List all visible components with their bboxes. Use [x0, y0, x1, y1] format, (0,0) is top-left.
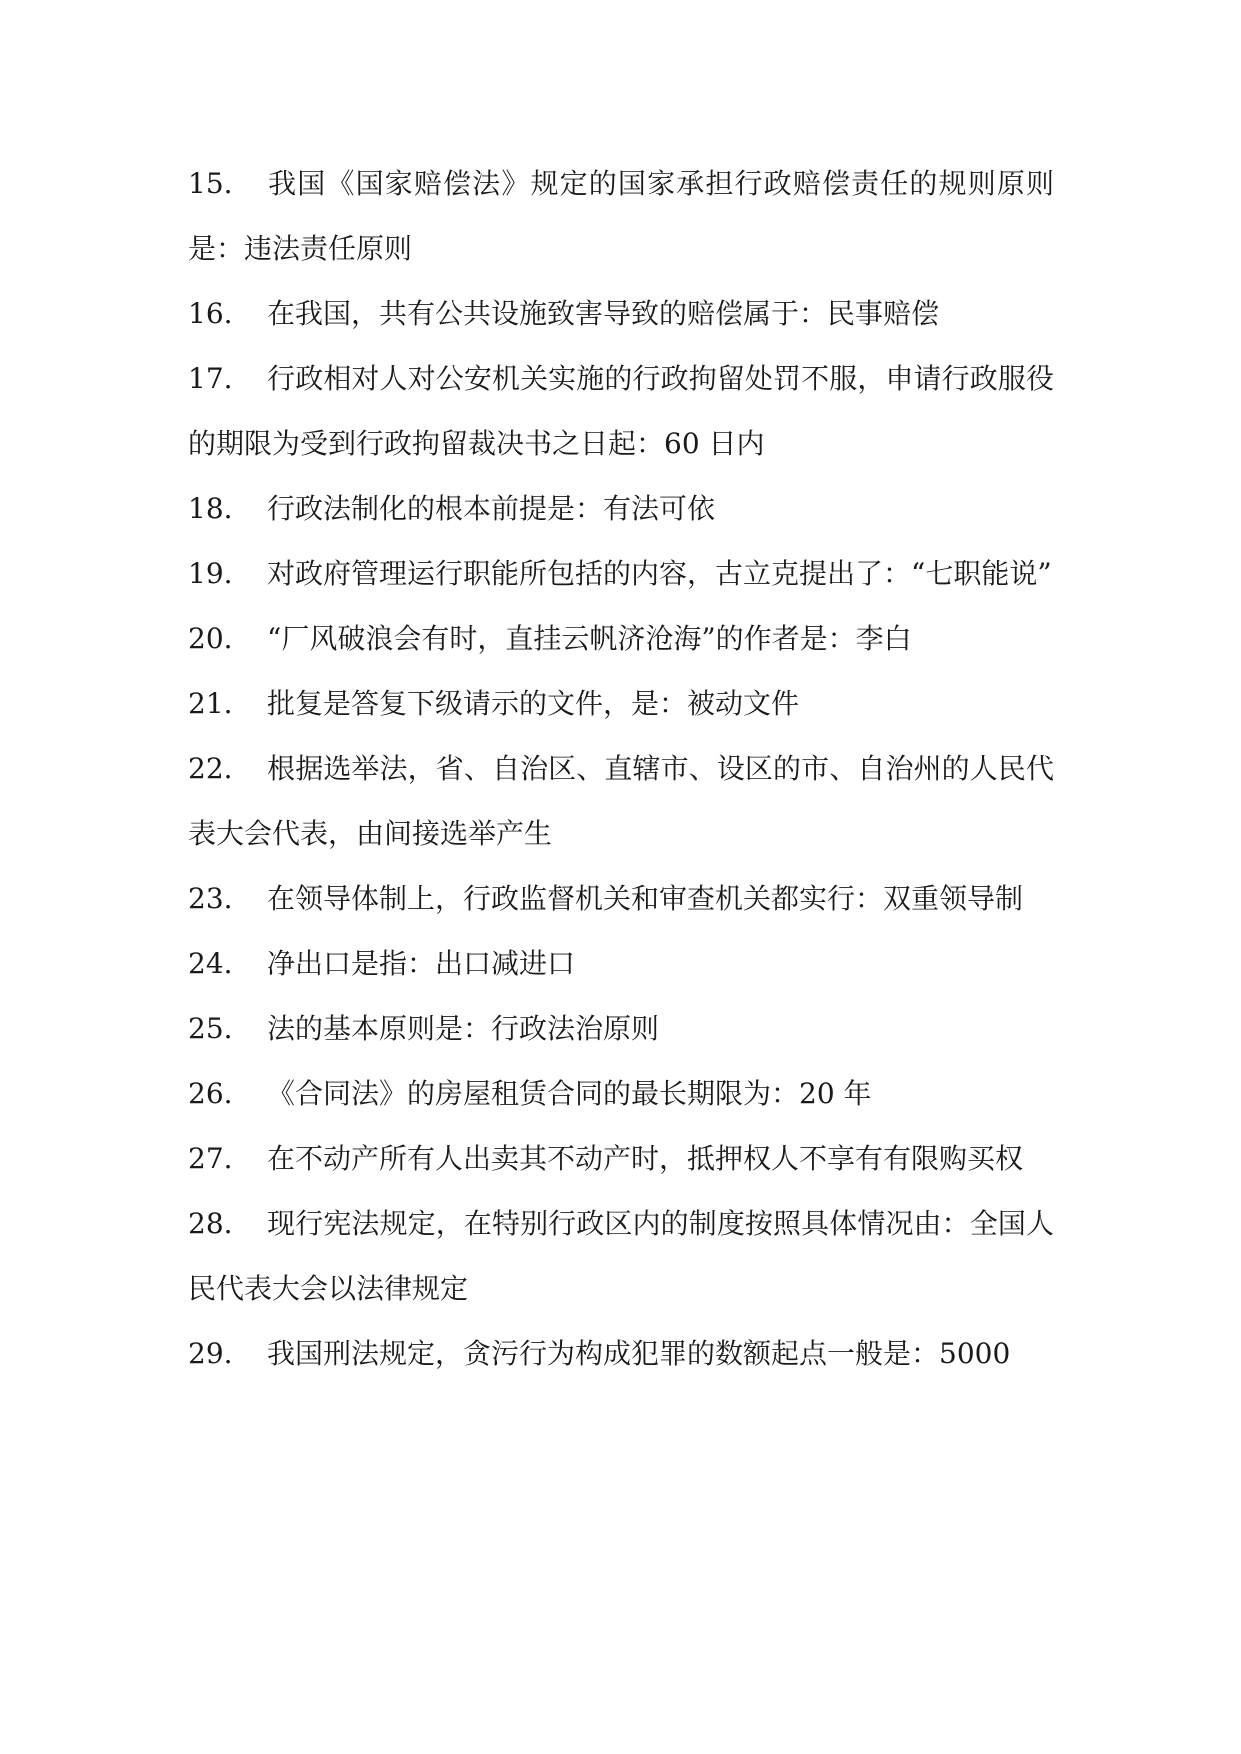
- list-item: [188, 996, 1054, 1061]
- item-text: 净出口是指：出口减进口: [267, 947, 576, 980]
- item-number: 25.: [188, 1012, 233, 1045]
- question-list: [188, 151, 1054, 1386]
- item-number: 24.: [188, 947, 233, 980]
- list-item: [188, 606, 1054, 671]
- item-text: 行政相对人对公安机关实施的行政拘留处罚不服，申请行政服役的期限为受到行政拘留裁决书之日起：60 日内: [188, 362, 1054, 460]
- item-number: 18.: [188, 492, 233, 525]
- item-text: 对政府管理运行职能所包括的内容，古立克提出了：“七职能说”: [267, 557, 1052, 590]
- item-text: 根据选举法，省、自治区、直辖市、设区的市、自治州的人民代表大会代表，由间接选举产生: [188, 752, 1054, 850]
- item-text: 在我国，共有公共设施致害导致的赔偿属于：民事赔偿: [267, 297, 940, 330]
- item-text: 在领导体制上，行政监督机关和审查机关都实行：双重领导制: [267, 882, 1024, 915]
- item-number: 22.: [188, 752, 233, 785]
- list-item: [188, 151, 1054, 281]
- item-text: 批复是答复下级请示的文件，是：被动文件: [267, 687, 800, 720]
- item-number: 17.: [188, 362, 233, 395]
- item-number: 16.: [188, 297, 233, 330]
- item-number: 26.: [188, 1077, 233, 1110]
- item-number: 21.: [188, 687, 233, 720]
- list-item: [188, 346, 1054, 476]
- item-text: 现行宪法规定，在特别行政区内的制度按照具体情况由：全国人民代表大会以法律规定: [188, 1207, 1054, 1305]
- list-item: [188, 931, 1054, 996]
- item-number: 27.: [188, 1142, 233, 1175]
- list-item: [188, 281, 1054, 346]
- item-text: 《合同法》的房屋租赁合同的最长期限为：20 年: [267, 1077, 872, 1110]
- item-text: 我国刑法规定，贪污行为构成犯罪的数额起点一般是：5000: [267, 1337, 1011, 1370]
- item-text: “厂风破浪会有时，直挂云帆济沧海”的作者是：李白: [267, 622, 912, 655]
- list-item: [188, 1061, 1054, 1126]
- item-text: 行政法制化的根本前提是：有法可依: [267, 492, 716, 525]
- list-item: [188, 1191, 1054, 1321]
- list-item: [188, 1126, 1054, 1191]
- list-item: [188, 1321, 1054, 1386]
- list-item: [188, 541, 1054, 606]
- item-number: 15.: [188, 167, 233, 200]
- item-text: 我国《国家赔偿法》规定的国家承担行政赔偿责任的规则原则是：违法责任原则: [188, 167, 1054, 265]
- list-item: [188, 736, 1054, 866]
- item-number: 23.: [188, 882, 233, 915]
- item-number: 29.: [188, 1337, 233, 1370]
- item-number: 28.: [188, 1207, 233, 1240]
- list-item: [188, 866, 1054, 931]
- list-item: [188, 476, 1054, 541]
- list-item: [188, 671, 1054, 736]
- item-number: 20.: [188, 622, 233, 655]
- item-number: 19.: [188, 557, 233, 590]
- item-text: 在不动产所有人出卖其不动产时，抵押权人不享有有限购买权: [267, 1142, 1024, 1175]
- item-text: 法的基本原则是：行政法治原则: [267, 1012, 660, 1045]
